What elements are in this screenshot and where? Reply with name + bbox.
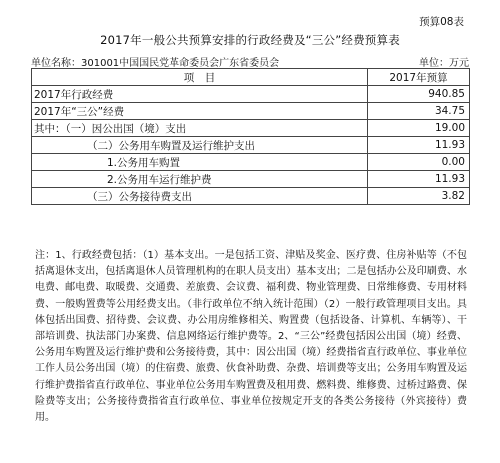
row-value: 34.75 [368, 103, 470, 120]
row-label: （二）公务用车购置及运行维护支出 [32, 137, 368, 154]
table-row [32, 120, 470, 137]
row-value: 19.00 [368, 120, 470, 137]
table-row [32, 137, 470, 154]
row-value: 0.00 [368, 154, 470, 171]
row-value: 940.85 [368, 86, 470, 103]
row-label: （三）公务接待费支出 [32, 188, 368, 205]
footnote: 注：1、行政经费包括：（1）基本支出。一是包括工资、津贴及奖金、医疗费、住房补贴等（不包括离退休支出，包括离退休人员管理机构的在职人员支出）基本支出；二是包括办公及印刷费、水电费、邮电费、取暖费、交通费、差旅费、会议费、福利费、物业管理费、日常维修费、专用材料费、一般购置费等公用经费支出。（非行政单位不纳入统计范围）（2）一般行政管理项目支出。具体包括出国费、招待费、会议费、办公用房维修相关、购置费（包括设备、计算机、车辆等）、干部培训费、执法部门办案费、信息网络运行维护费等。2、“三公”经费包括因公出国（境）经费、公务用车购置及运行维护费和公务接待费，其中：因公出国（境）经费指省直行政单位、事业单位工作人员公务出国（境）的住宿费、旅费、伙食补助费、杂费、培训费等支出；公务用车购置及运行维护费指省直行政单位、事业单位公务用车购置费及租用费、燃料费、维修费、过桥过路费、保险费等支出；公务接待费指省直行政单位、事业单位按规定开支的各类公务接待（外宾接待）费用。 [35, 250, 467, 424]
page-title: 2017年一般公共预算安排的行政经费及“三公”经费预算表 [100, 33, 400, 47]
table-row [32, 154, 470, 171]
budget-table [31, 68, 470, 205]
table-row [32, 188, 470, 205]
unit-label: 单位：万元 [419, 58, 469, 69]
row-value: 11.93 [368, 137, 470, 154]
row-label: 2017年“三公”经费 [32, 103, 368, 120]
column-header-item: 项 目 [32, 69, 368, 86]
row-label: 其中：（一）因公出国（境）支出 [32, 120, 368, 137]
row-value: 3.82 [368, 188, 470, 205]
organization-name: 单位名称：301001中国国民党革命委员会广东省委员会 [31, 58, 280, 69]
table-row [32, 86, 470, 103]
column-header-budget: 2017年预算 [368, 69, 470, 86]
table-header-row [32, 69, 470, 86]
row-label: 1.公务用车购置 [32, 154, 368, 171]
row-value: 11.93 [368, 171, 470, 188]
unit-row [31, 54, 469, 68]
row-label: 2.公务用车运行维护费 [32, 171, 368, 188]
table-number: 预算08表 [419, 16, 464, 28]
row-label: 2017年行政经费 [32, 86, 368, 103]
table-row [32, 171, 470, 188]
table-row [32, 103, 470, 120]
